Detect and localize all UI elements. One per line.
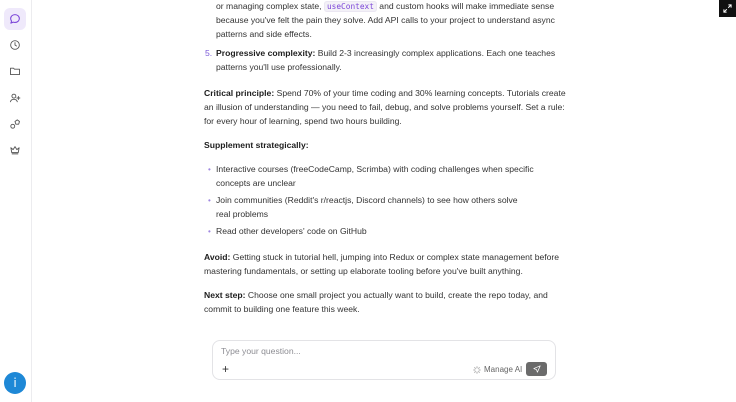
chat-bubble-icon bbox=[9, 13, 21, 25]
manage-ai-button[interactable]: Manage AI bbox=[473, 365, 522, 374]
clock-icon bbox=[9, 39, 21, 51]
sparkle-icon bbox=[473, 366, 481, 374]
inline-code: useContext bbox=[324, 1, 377, 12]
bullet-dot: • bbox=[208, 196, 211, 205]
expand-icon bbox=[723, 4, 732, 13]
bullet-dot: • bbox=[208, 165, 211, 174]
bullet-dot: • bbox=[208, 227, 211, 236]
sidebar-item-history[interactable] bbox=[4, 34, 26, 56]
supplement-heading: Supplement strategically: bbox=[204, 140, 309, 150]
folder-icon bbox=[9, 65, 21, 77]
question-input[interactable] bbox=[221, 344, 541, 358]
sidebar-item-add-user[interactable] bbox=[4, 87, 26, 109]
message-composer bbox=[212, 340, 556, 380]
user-plus-icon bbox=[9, 92, 21, 104]
sidebar bbox=[0, 0, 32, 402]
sidebar-item-shapes[interactable] bbox=[4, 113, 26, 135]
expand-button[interactable] bbox=[719, 0, 736, 17]
send-icon bbox=[533, 365, 541, 373]
crown-icon bbox=[9, 144, 21, 156]
shapes-icon bbox=[9, 118, 21, 130]
sidebar-item-chat[interactable] bbox=[4, 8, 26, 30]
sidebar-item-folders[interactable] bbox=[4, 60, 26, 82]
attach-button[interactable]: + bbox=[222, 362, 230, 376]
list-number: 5. bbox=[205, 48, 213, 58]
send-button[interactable] bbox=[526, 362, 547, 376]
avatar[interactable]: i bbox=[4, 372, 26, 394]
sidebar-item-premium[interactable] bbox=[4, 139, 26, 161]
